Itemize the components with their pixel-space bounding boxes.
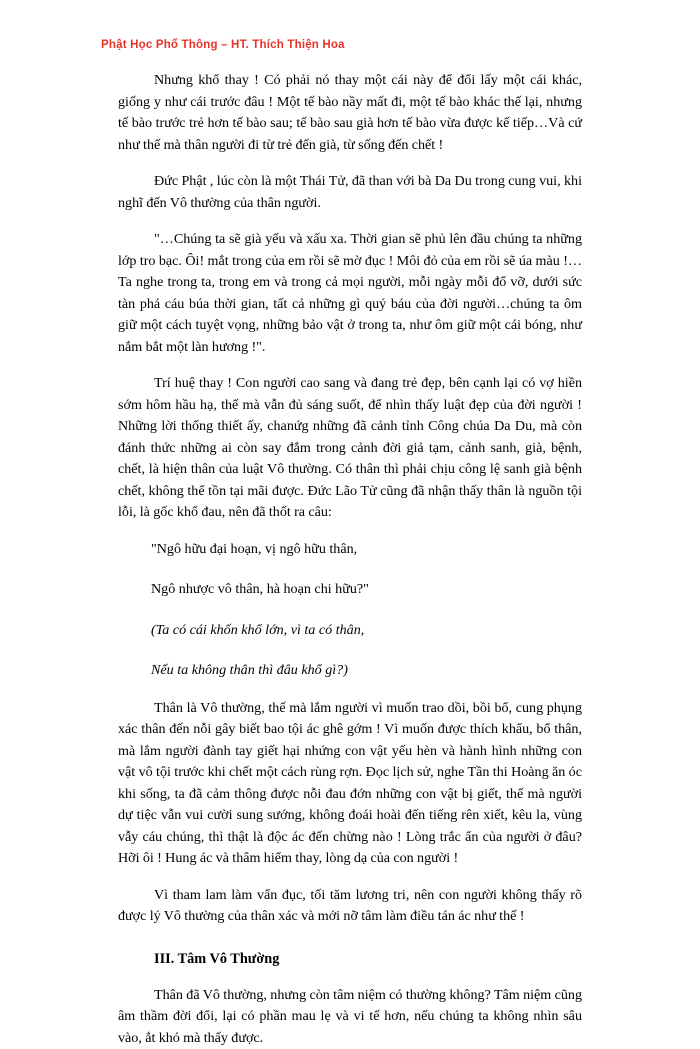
verse-quote-block [118, 539, 582, 682]
page-header-title: Phật Học Phổ Thông – HT. Thích Thiện Hoa [101, 39, 345, 51]
paragraph: Thân là Vô thường, thế mà lắm người vì muốn trao dồi, bồi bổ, cung phụng xác thân đến nỗi gây biết bao tội ác ghê gớm ! Vì muốn được thích khẩu, bổ thân, mà lắm người đành tay giết hại nhứng con vật yếu hèn và hành hình những con vật vô tội trước khi chết một cách rùng rợn. Đọc lịch sử, nghe Tần thi Hoàng ăn óc khi sống, ta đã cảm thông được nỗi đau đớn những con vật bị giết, thế mà người dự tiệc vẫn vui cười sung sướng, không đoái hoài đến tiếng rên xiết, kêu la, vùng vẫy cáu chúng, thì thật là độc ác đến chừng nào ! Lòng trắc ẩn của người ở đâu? Hỡi ôi ! Hung ác và thâm hiểm thay, lòng dạ của con người ! [118, 698, 582, 870]
verse-line-translation: (Ta có cái khốn khổ lớn, vì ta có thân, [151, 620, 582, 642]
paragraph: Nhưng khổ thay ! Có phải nó thay một cái này để đổi lấy một cái khác, giống y như cái trước đâu ! Một tế bào nầy mất đi, một tế bào khác thế lại, nhưng tế bào trước trẻ hơn tế bào sau; tế bào sau già hơn tế bào vừa được kế tiếp…Và cứ như thế mà thân người đi từ trẻ đến già, từ sống đến chết ! [118, 70, 582, 156]
verse-line: "Ngô hữu đại hoạn, vị ngô hữu thân, [151, 539, 582, 561]
verse-line: Ngô nhược vô thân, hà hoạn chi hữu?" [151, 579, 582, 601]
paragraph: Vì tham lam làm vẩn đục, tối tăm lương tri, nên con người không thấy rõ được lý Vô thường của thân xác và mới nỡ tâm làm điều tán ác như thế ! [118, 885, 582, 928]
document-body [118, 70, 582, 1049]
paragraph: "…Chúng ta sẽ già yếu và xấu xa. Thời gian sẽ phủ lên đầu chúng ta những lớp tro bạc. Ôi! mắt trong của em rồi sẽ mờ đục ! Môi đỏ của em rồi sẽ úa màu !…Ta nghe trong ta, trong em và trong cả mọi người, mỗi ngày mỗi đổ vỡ, dưới sức tàn phá cáu búa thời gian, tất cả những gì quý báu của đời người…chúng ta ôm giữ một cách tuyệt vọng, những bảo vật ở trong ta, như ôm giữ một cái bóng, như nắm bắt một làn hương !". [118, 229, 582, 358]
verse-line-translation: Nếu ta không thân thì đâu khổ gì?) [151, 660, 582, 682]
paragraph: Trí huệ thay ! Con người cao sang và đang trẻ đẹp, bên cạnh lại có vợ hiền sớm hôm hầu hạ, thế mà vẫn đủ sáng suốt, để nhìn thấy luật đẹp của đời người ! Những lời thống thiết ấy, chanứg những đã cảnh tỉnh Công chúa Da Du, mà còn đánh thức những ai còn say đắm trong cảnh đời giả tạm, cảnh sanh, già, bệnh, chết, là hiện thân của luật Vô thường. Có thân thì phải chịu công lệ sanh già bệnh chết, không thể tồn tại mãi được. Đức Lão Tử cũng đã nhận thấy thân là nguồn tội lỗi, là gốc khổ đau, nên đã thốt ra câu: [118, 373, 582, 524]
paragraph: Thân đã Vô thường, nhưng còn tâm niệm có thường không? Tâm niệm cũng âm thầm đời đổi, lại có phần mau lẹ và vi tế hơn, nếu chúng ta không nhìn sâu vào, ắt khó mà thấy được. [118, 985, 582, 1049]
section-heading: III. Tâm Vô Thường [118, 949, 582, 970]
paragraph: Đức Phật , lúc còn là một Thái Tử, đã than với bà Da Du trong cung vui, khi nghĩ đến Vô thường của thân người. [118, 171, 582, 214]
